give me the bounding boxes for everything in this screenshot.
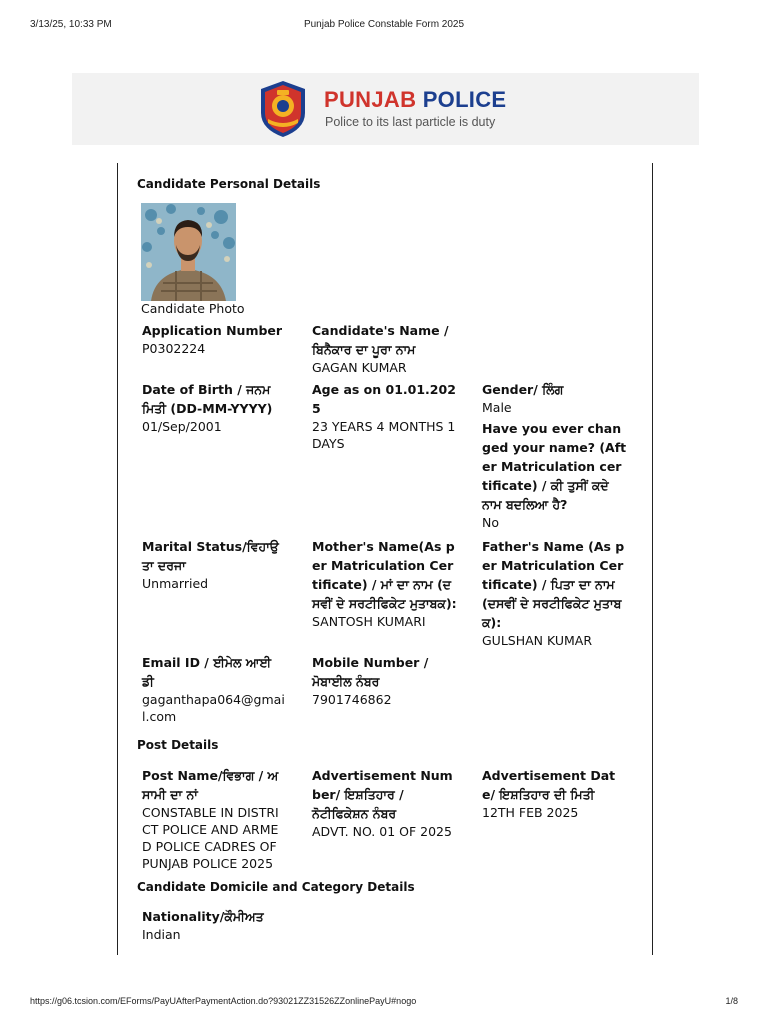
photo-caption: Candidate Photo [141, 301, 245, 316]
age-value: 23 YEARS 4 MONTHS 1 DAYS [312, 419, 456, 451]
field-advertisement-date [482, 766, 627, 821]
print-url: https://g06.tcsion.com/EForms/PayUAfterPaymentAction.do?93021ZZ31526ZZonlinePayU#nogo [30, 996, 417, 1006]
brand-punjab: PUNJAB [324, 87, 417, 112]
nationality-label: Nationality/ਕੌਮੀਅਤ [142, 909, 264, 924]
page-number: 1/8 [725, 996, 738, 1006]
field-marital-status [142, 537, 287, 592]
mobile-label: Mobile Number / ਮੋਬਾਈਲ ਨੰਬਰ [312, 655, 429, 689]
print-timestamp: 3/13/25, 10:33 PM [30, 19, 112, 30]
section-post-details: Post Details [137, 738, 219, 752]
field-date-of-birth [142, 380, 287, 435]
field-candidate-name [312, 321, 457, 376]
dob-value: 01/Sep/2001 [142, 419, 222, 434]
police-crest-icon [258, 79, 308, 139]
advertisement-date-label: Advertisement Date/ ਇਸ਼ਤਿਹਾਰ ਦੀ ਮਿਤੀ [482, 768, 616, 802]
gender-label: Gender/ ਲਿੰਗ [482, 382, 564, 397]
field-age [312, 380, 457, 452]
brand-tagline: Police to its last particle is duty [325, 115, 496, 129]
field-email [142, 653, 287, 725]
nationality-value: Indian [142, 927, 181, 942]
candidate-name-value: GAGAN KUMAR [312, 360, 407, 375]
mobile-value: 7901746862 [312, 692, 392, 707]
brand-name [324, 87, 506, 113]
marital-status-label: Marital Status/ਵਿਹਾਉਤਾ ਦਰਜਾ [142, 539, 279, 573]
advertisement-number-value: ADVT. NO. 01 OF 2025 [312, 824, 452, 839]
marital-status-value: Unmarried [142, 576, 209, 591]
age-label: Age as on 01.01.2025 [312, 382, 456, 416]
print-title: Punjab Police Constable Form 2025 [303, 19, 465, 30]
email-label: Email ID / ਈਮੇਲ ਆਈ ਡੀ [142, 655, 272, 689]
punjab-police-banner [72, 73, 699, 145]
field-gender [482, 380, 627, 416]
dob-label: Date of Birth / ਜਨਮ ਮਿਤੀ (DD-MM-YYYY) [142, 382, 273, 416]
candidate-name-label: Candidate's Name / ਬਿਨੈਕਾਰ ਦਾ ਪੂਰਾ ਨਾਮ [312, 323, 449, 357]
gender-value: Male [482, 400, 512, 415]
field-father-name [482, 537, 627, 649]
field-mobile [312, 653, 457, 708]
field-application-number [142, 321, 287, 357]
advertisement-number-label: Advertisement Number/ ਇਸ਼ਤਿਹਾਰ / ਨੋਟੀਫਿਕੇਸ਼ਨ ਨੰਬਰ [312, 768, 453, 821]
name-change-label: Have you ever changed your name? (After Matriculation certificate) / ਕੀ ਤੁਸੀਂ ਕਦੇ ਨਾਮ ਬਦਲਿਆ ਹੈ? [482, 421, 627, 512]
mother-name-value: SANTOSH KUMARI [312, 614, 426, 629]
father-name-label: Father's Name (As per Matriculation Certificate) / ਪਿਤਾ ਦਾ ਨਾਮ (ਦਸਵੀਂ ਦੇ ਸਰਟੀਫਿਕੇਟ ਮੁਤਾਬਕ): [482, 539, 625, 630]
section-domicile-details: Candidate Domicile and Category Details [137, 880, 415, 894]
candidate-photo [141, 203, 236, 301]
advertisement-date-value: 12TH FEB 2025 [482, 805, 579, 820]
name-change-value: No [482, 515, 499, 530]
email-value: gaganthapa064@gmail.com [142, 692, 285, 724]
post-name-value: CONSTABLE IN DISTRICT POLICE AND ARMED POLICE CADRES OF PUNJAB POLICE 2025 [142, 805, 279, 871]
field-advertisement-number [312, 766, 457, 840]
post-name-label: Post Name/ਵਿਭਾਗ / ਅਸਾਮੀ ਦਾ ਨਾਂ [142, 768, 279, 802]
mother-name-label: Mother's Name(As per Matriculation Certificate) / ਮਾਂ ਦਾ ਨਾਮ (ਦਸਵੀਂ ਦੇ ਸਰਟੀਫਿਕੇਟ ਮੁਤਾਬਕ): [312, 539, 457, 611]
field-post-name [142, 766, 287, 872]
father-name-value: GULSHAN KUMAR [482, 633, 593, 648]
application-number-value: P0302224 [142, 341, 206, 356]
frame-right-border [652, 163, 653, 955]
section-personal-details: Candidate Personal Details [137, 177, 321, 191]
application-number-label: Application Number [142, 323, 283, 338]
brand-police: POLICE [422, 87, 507, 112]
field-name-change [482, 419, 627, 531]
field-mother-name [312, 537, 457, 630]
field-nationality [142, 907, 287, 943]
frame-left-border [117, 163, 118, 955]
